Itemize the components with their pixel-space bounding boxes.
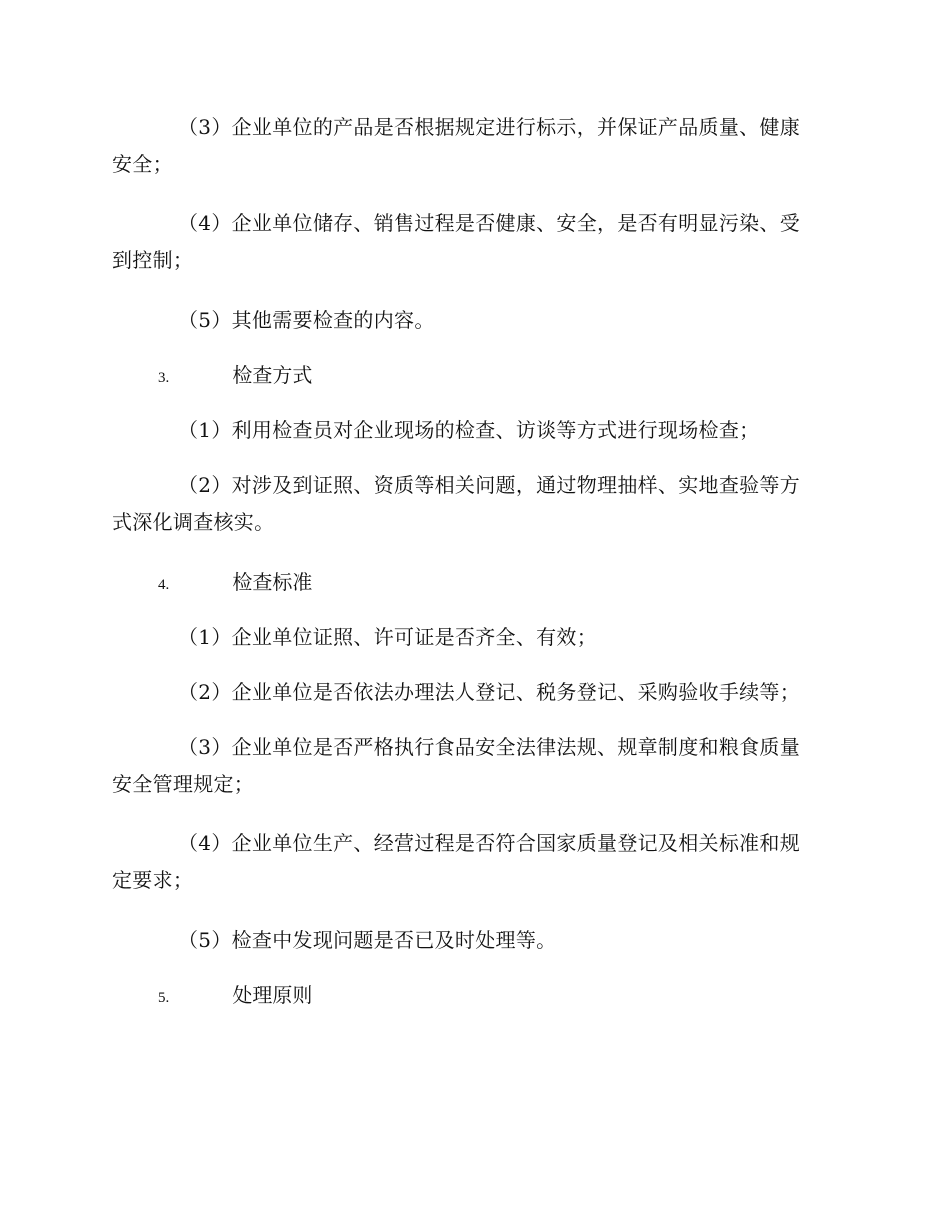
- paragraph-check-method-2: [112, 467, 832, 541]
- section-number: 5.: [158, 990, 170, 1006]
- paragraph-check-standard-1: [112, 619, 832, 656]
- paragraph-check-standard-2: [112, 674, 832, 711]
- paragraph-line: （3）企业单位的产品是否根据规定进行标示，并保证产品质量、健康: [178, 115, 801, 139]
- paragraph-line: 定要求；: [112, 868, 194, 892]
- paragraph-line: 安全管理规定；: [112, 772, 255, 796]
- section-heading-3: [158, 357, 312, 397]
- paragraph-check-standard-3: [112, 729, 832, 803]
- paragraph-line: （1）利用检查员对企业现场的检查、访谈等方式进行现场检查；: [178, 418, 760, 442]
- section-title: 检查标准: [232, 570, 313, 594]
- paragraph-check-content-5: [112, 302, 832, 339]
- paragraph-line: 到控制；: [112, 248, 194, 272]
- section-heading-5: [158, 977, 312, 1017]
- section-title: 处理原则: [232, 983, 313, 1007]
- paragraph-line: （2）企业单位是否依法办理法人登记、税务登记、采购验收手续等；: [178, 680, 801, 704]
- paragraph-check-content-4: [112, 205, 832, 279]
- paragraph-line: 安全；: [112, 152, 173, 176]
- paragraph-line: （5）检查中发现问题是否已及时处理等。: [178, 928, 557, 952]
- paragraph-check-standard-4: [112, 825, 832, 899]
- paragraph-line: （4）企业单位储存、销售过程是否健康、安全，是否有明显污染、受: [178, 211, 801, 235]
- section-number: 4.: [158, 577, 170, 593]
- paragraph-check-method-1: [112, 412, 832, 449]
- paragraph-line: （3）企业单位是否严格执行食品安全法律法规、规章制度和粮食质量: [178, 735, 801, 759]
- paragraph-line: （4）企业单位生产、经营过程是否符合国家质量登记及相关标准和规: [178, 831, 801, 855]
- paragraph-line: （1）企业单位证照、许可证是否齐全、有效；: [178, 625, 598, 649]
- paragraph-line: （2）对涉及到证照、资质等相关问题，通过物理抽样、实地查验等方: [178, 473, 801, 497]
- paragraph-check-content-3: [112, 109, 832, 183]
- section-heading-4: [158, 564, 312, 604]
- paragraph-line: （5）其他需要检查的内容。: [178, 308, 435, 332]
- paragraph-check-standard-5: [112, 922, 832, 959]
- section-title: 检查方式: [232, 363, 313, 387]
- section-number: 3.: [158, 370, 170, 386]
- paragraph-line: 式深化调查核实。: [112, 510, 275, 534]
